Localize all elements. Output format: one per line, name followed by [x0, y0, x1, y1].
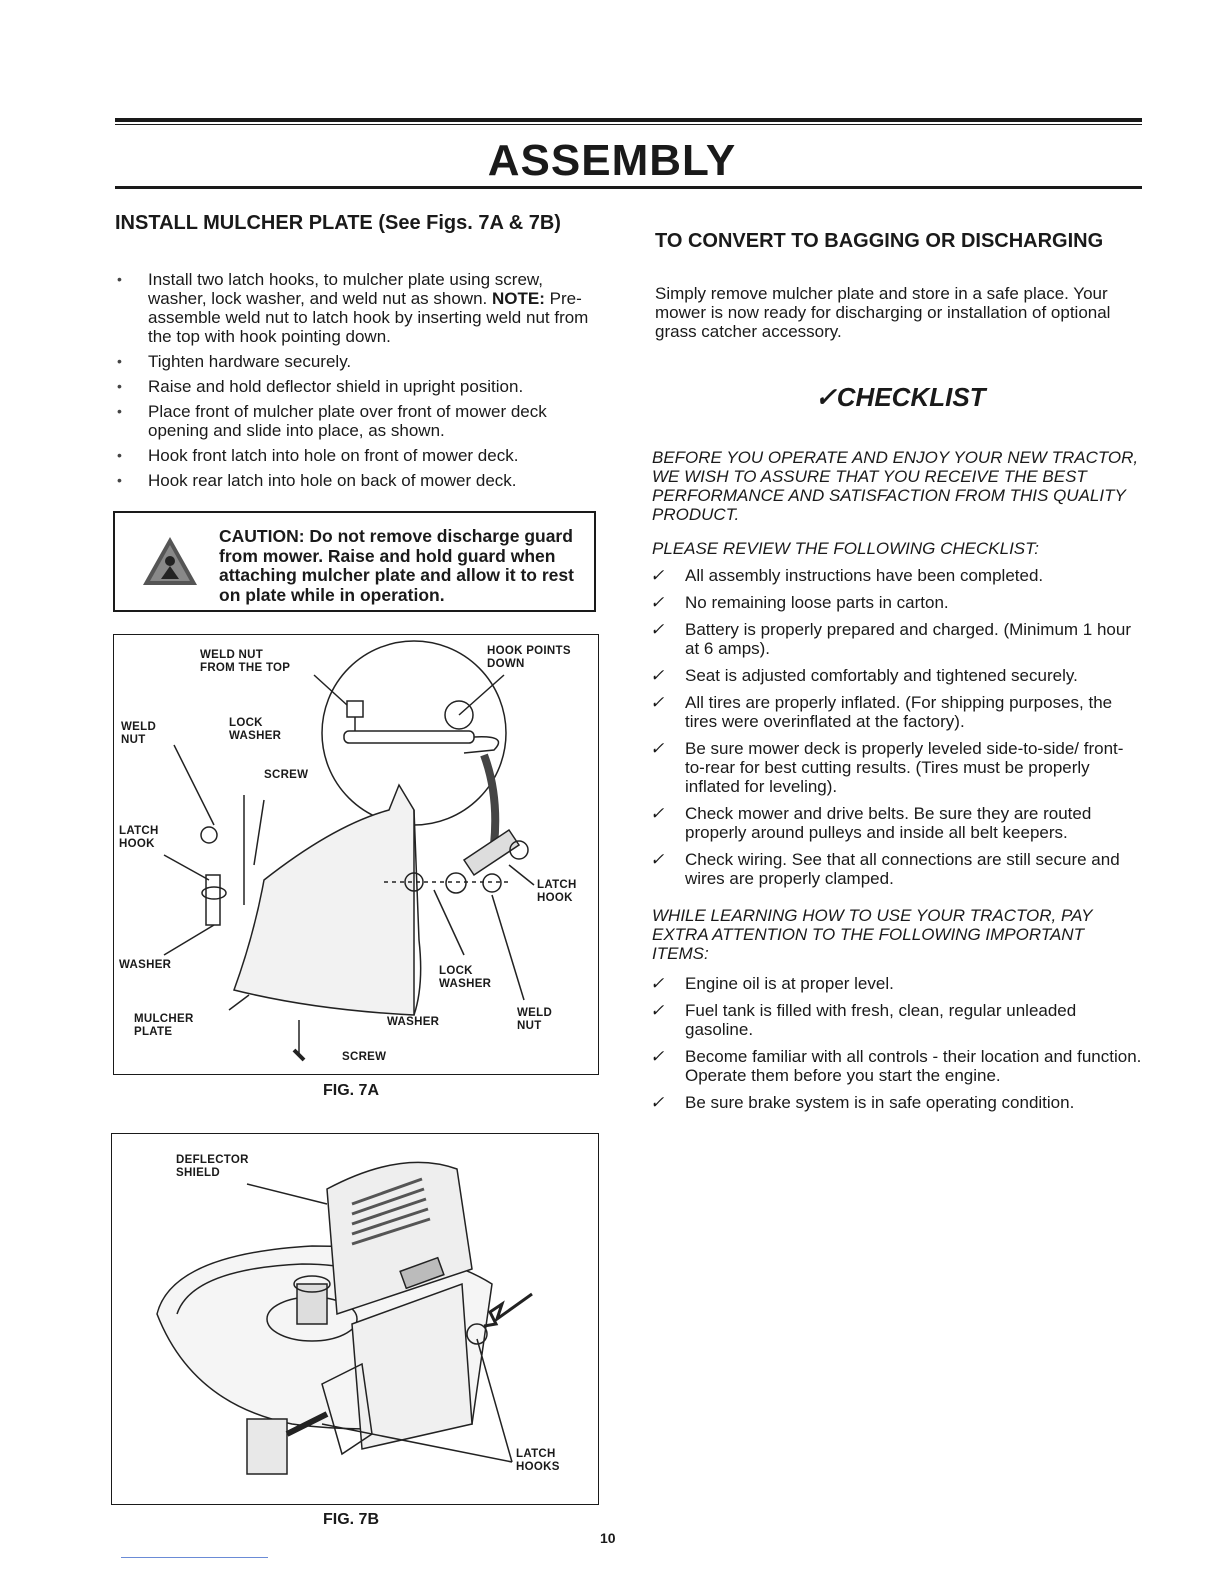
- list-item: • Tighten hardware securely.: [115, 352, 605, 371]
- fig-7b-caption: FIG. 7B: [323, 1511, 380, 1528]
- bullet-text: Install two latch hooks, to mulcher plate using screw, washer, lock washer, and weld nut as shown.: [148, 270, 543, 308]
- note-text: Pre-assemble weld nut to latch hook by inserting weld nut from the top with hook pointing down.: [148, 289, 589, 346]
- fig-7a: [113, 634, 599, 1075]
- list-item: [650, 566, 1142, 585]
- checklist-list: [650, 566, 1142, 896]
- item-text: Seat is adjusted comfortably and tightened securely.: [685, 666, 1078, 685]
- top-rule: [115, 118, 1142, 122]
- label-washer-bottom: WASHER: [387, 1016, 440, 1028]
- check-icon: ✓: [650, 804, 665, 823]
- label-deflector-shield: DEFLECTOR SHIELD: [176, 1154, 249, 1179]
- item-text: Check mower and drive belts. Be sure they are routed properly around pulleys and inside all belt keepers.: [685, 804, 1092, 842]
- check-icon: ✓: [650, 1047, 665, 1066]
- list-item: [650, 1093, 1142, 1112]
- label-washer-left: WASHER: [119, 959, 172, 971]
- check-icon: ✓: [650, 693, 665, 712]
- install-heading: INSTALL MULCHER PLATE (See Figs. 7A & 7B): [115, 212, 561, 234]
- label-latch-hooks: LATCH HOOKS: [516, 1448, 560, 1473]
- list-item: • Hook rear latch into hole on back of mower deck.: [115, 471, 605, 490]
- item-text: Be sure brake system is in safe operating condition.: [685, 1093, 1075, 1112]
- check-icon: ✓: [650, 593, 665, 612]
- item-text: Engine oil is at proper level.: [685, 974, 894, 993]
- install-list: [115, 270, 605, 496]
- list-item: • Raise and hold deflector shield in upright position.: [115, 377, 605, 396]
- warning-triangle-icon: [141, 535, 199, 587]
- top-rule-thin: [115, 124, 1142, 125]
- check-icon: ✓: [650, 739, 665, 758]
- page-number: 10: [600, 1530, 616, 1546]
- label-weld-nut: WELD NUT: [121, 721, 157, 746]
- list-item: [650, 593, 1142, 612]
- check-icon: ✓: [650, 620, 665, 639]
- label-mulcher-plate: MULCHER PLATE: [134, 1013, 194, 1038]
- label-lock-washer-right: LOCK WASHER: [439, 965, 492, 990]
- list-item: [650, 739, 1142, 796]
- check-icon: ✓: [650, 850, 665, 869]
- label-screw-bottom: SCREW: [342, 1051, 387, 1063]
- list-item: [650, 620, 1142, 658]
- item-text: No remaining loose parts in carton.: [685, 593, 949, 612]
- label-hook-points: HOOK POINTS DOWN: [487, 645, 571, 670]
- divider: [121, 1557, 268, 1558]
- list-item: • Hook front latch into hole on front of mower deck.: [115, 446, 605, 465]
- list-item: [650, 804, 1142, 842]
- page-title: ASSEMBLY: [487, 136, 737, 185]
- item-text: Become familiar with all controls - their location and function. Operate them before you start the engine.: [685, 1047, 1142, 1085]
- checklist-intro: BEFORE YOU OPERATE AND ENJOY YOUR NEW TRACTOR, WE WISH TO ASSURE THAT YOU RECEIVE THE BEST PERFORMANCE AND SATISFACTION FROM THIS QUALITY PRODUCT.: [652, 448, 1139, 524]
- fig-7a-caption: FIG. 7A: [323, 1082, 380, 1099]
- convert-body: Simply remove mulcher plate and store in a safe place. Your mower is now ready for discharging or installation of optional grass catcher accessory.: [655, 284, 1111, 341]
- list-item: [650, 1001, 1142, 1039]
- list-item: [650, 666, 1142, 685]
- list-item: [650, 1047, 1142, 1085]
- label-lock-washer: LOCK WASHER: [229, 717, 282, 742]
- convert-heading: TO CONVERT TO BAGGING OR DISCHARGING: [655, 230, 1104, 252]
- checklist-title: ✓CHECKLIST: [815, 382, 986, 412]
- item-text: All assembly instructions have been completed.: [685, 566, 1044, 585]
- checklist-list-2: [650, 974, 1142, 1120]
- checklist-review: PLEASE REVIEW THE FOLLOWING CHECKLIST:: [652, 539, 1039, 558]
- fig-7b: [111, 1133, 599, 1505]
- check-icon: ✓: [650, 566, 665, 585]
- item-text: Battery is properly prepared and charged. (Minimum 1 hour at 6 amps).: [685, 620, 1131, 658]
- list-item: [115, 270, 605, 346]
- item-text: Check wiring. See that all connections are still secure and wires are properly clamped.: [685, 850, 1120, 888]
- list-item: • Place front of mulcher plate over front of mower deck opening and slide into place, as shown.: [115, 402, 605, 440]
- check-icon: ✓: [650, 666, 665, 685]
- label-weld-nut-right: WELD NUT: [517, 1007, 553, 1032]
- check-icon: ✓: [650, 1001, 665, 1020]
- check-icon: ✓: [650, 1093, 665, 1112]
- item-text: All tires are properly inflated. (For shipping purposes, the tires were overinflated at the factory).: [685, 693, 1113, 731]
- label-latch-hook-right: LATCH HOOK: [537, 879, 577, 904]
- caution-text: CAUTION: Do not remove discharge guard from mower. Raise and hold guard when attaching mulcher plate and allow it to rest on plate while in operation.: [219, 526, 574, 605]
- item-text: Be sure mower deck is properly leveled side-to-side/ front-to-rear for best cutting results. (Tires must be properly inflated for leveling).: [685, 739, 1124, 796]
- checklist-while: WHILE LEARNING HOW TO USE YOUR TRACTOR, PAY EXTRA ATTENTION TO THE FOLLOWING IMPORTANT ITEMS:: [652, 906, 1093, 963]
- label-latch-hook-left: LATCH HOOK: [119, 825, 159, 850]
- label-screw: SCREW: [264, 769, 309, 781]
- list-item: [650, 974, 1142, 993]
- check-icon: ✓: [650, 974, 665, 993]
- list-item: [650, 850, 1142, 888]
- list-item: [650, 693, 1142, 731]
- item-text: Fuel tank is filled with fresh, clean, regular unleaded gasoline.: [685, 1001, 1077, 1039]
- label-weld-nut-top: WELD NUT FROM THE TOP: [200, 649, 291, 674]
- caution-box: [113, 511, 596, 612]
- note-label: NOTE:: [491, 289, 545, 308]
- title-rule: [115, 186, 1142, 189]
